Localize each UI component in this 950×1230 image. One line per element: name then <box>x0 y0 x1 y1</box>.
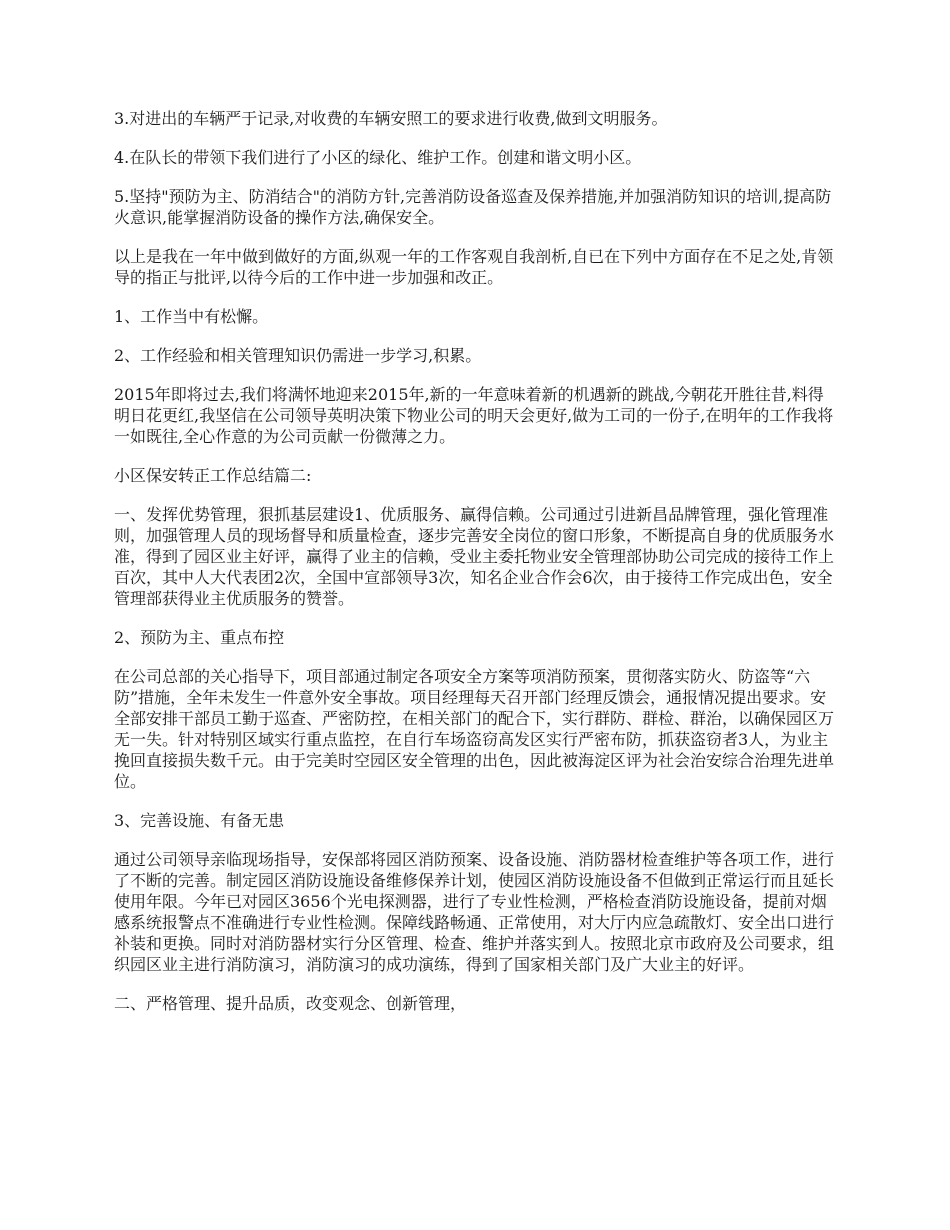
paragraph: 通过公司领导亲临现场指导，安保部将园区消防预案、设备设施、消防器材检查维护等各项工作，进行了不断的完善。制定园区消防设施设备维修保养计划，使园区消防设施设备不但做到正常运行而且延长使用年限。今年已对园区3656个光电探测器，进行了专业性检测，严格检查消防设施设备，提前对烟感系统报警点不准确进行专业性检测。保障线路畅通、正常使用，对大厅内应急疏散灯、安全出口进行补装和更换。同时对消防器材实行分区管理、检查、维护并落实到人。按照北京市政府及公司要求，组织园区业主进行消防演习，消防演习的成功演练，得到了国家相关部门及广大业主的好评。 <box>114 850 835 974</box>
paragraph: 5.坚持"预防为主、防消结合"的消防方针,完善消防设备巡查及保养措施,并加强消防知识的培训,提高防火意识,能掌握消防设备的操作方法,确保安全。 <box>114 187 832 227</box>
document-body <box>114 108 836 1032</box>
paragraph: 3.对进出的车辆严于记录,对收费的车辆安照工的要求进行收费,做到文明服务。 <box>114 109 668 128</box>
paragraph: 4.在队长的带领下我们进行了小区的绿化、维护工作。创建和谐文明小区。 <box>114 148 642 167</box>
section-heading: 3、完善设施、有备无患 <box>114 811 285 830</box>
paragraph: 一、发挥优势管理，狠抓基层建设1、优质服务、赢得信赖。公司通过引进新昌品牌管理，强化管理准则，加强管理人员的现场督导和质量检查，逐步完善安全岗位的窗口形象，不断提高自身的优质服务水准，得到了园区业主好评，赢得了业主的信赖，受业主委托物业安全管理部协助公司完成的接待工作上百次，其中人大代表团2次，全国中宣部领导3次，知名企业合作会6次，由于接待工作完成出色，安全管理部获得业主优质服务的赞誉。 <box>114 505 835 608</box>
paragraph: 2015年即将过去,我们将满怀地迎来2015年,新的一年意味着新的机遇新的跳战,今朝花开胜往昔,料得明日花更红,我坚信在公司领导英明决策下物业公司的明天会更好,做为工司的一份子,在明年的工作我将一如既往,全心作意的为公司贡献一份微薄之力。 <box>114 385 834 446</box>
paragraph: 以上是我在一年中做到做好的方面,纵观一年的工作客观自我剖析,自已在下列中方面存在不足之处,肯领导的指正与批评,以待今后的工作中进一步加强和改正。 <box>114 247 834 287</box>
list-item: 1、工作当中有松懈。 <box>114 307 269 326</box>
section-heading: 2、预防为主、重点布控 <box>114 628 285 647</box>
list-item: 2、工作经验和相关管理知识仍需进一步学习,积累。 <box>114 346 482 365</box>
section-heading: 二、严格管理、提升品质，改变观念、创新管理， <box>114 994 467 1013</box>
paragraph: 在公司总部的关心指导下，项目部通过制定各项安全方案等项消防预案，贯彻落实防火、防盗等“六防”措施，全年未发生一件意外安全事故。项目经理每天召开部门经理反馈会，通报情况提出要求。安全部安排干部员工勤于巡查、严密防控，在相关部门的配合下，实行群防、群检、群治，以确保园区万无一失。针对特别区域实行重点监控，在自行车场盗窃高发区实行严密布防，抓获盗窃者3人，为业主挽回直接损失数千元。由于完美时空园区安全管理的出色，因此被海淀区评为社会治安综合治理先进单位。 <box>114 667 835 791</box>
section-heading: 小区保安转正工作总结篇二: <box>114 466 312 485</box>
